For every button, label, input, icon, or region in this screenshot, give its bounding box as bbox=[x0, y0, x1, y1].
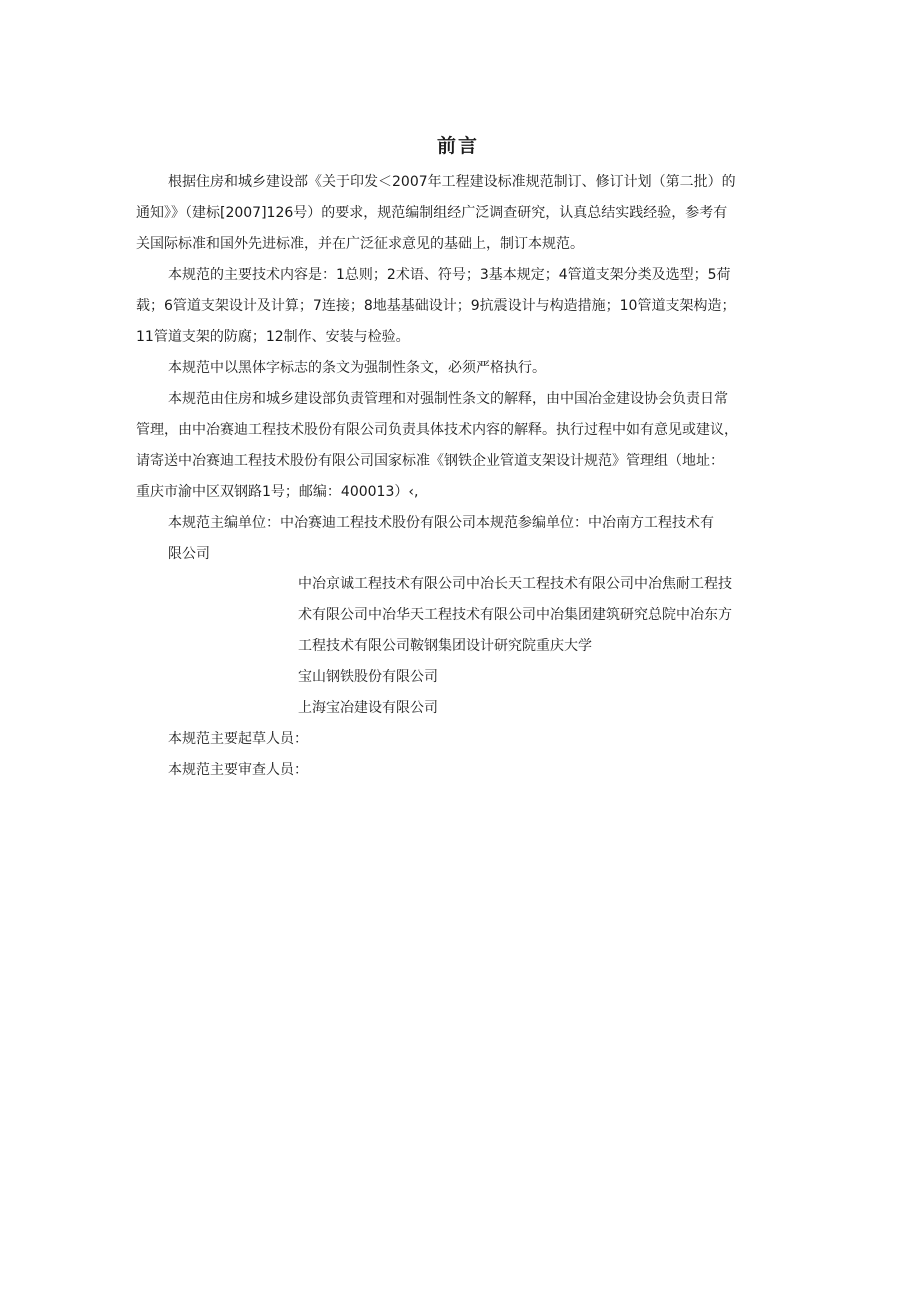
chief-editor-line-2: 限公司 bbox=[168, 546, 210, 562]
paragraph-2-line-3: 11管道支架的防腐；12制作、安装与检验。 bbox=[136, 329, 410, 345]
paragraph-4-line-2: 管理，由中冶赛迪工程技术股份有限公司负责具体技术内容的解释。执行过程中如有意见或建议， bbox=[136, 422, 738, 438]
chief-editor-line: 本规范主编单位：中冶赛迪工程技术股份有限公司本规范参编单位：中冶南方工程技术有 bbox=[168, 515, 714, 531]
paragraph-2-line-1: 本规范的主要技术内容是：1总则；2术语、符号；3基本规定；4管道支架分类及选型；5荷 bbox=[168, 267, 731, 283]
paragraph-1-line-2: 通知》》（建标[2007]126号）的要求，规范编制组经广泛调查研究，认真总结实践经验，参考有 bbox=[136, 205, 728, 221]
paragraph-1-line-3: 关国际标准和国外先进标准，并在广泛征求意见的基础上，制订本规范。 bbox=[136, 236, 584, 252]
paragraph-1-line-1: 根据住房和城乡建设部《关于印发＜2007年工程建设标准规范制订、修订计划（第二批）的 bbox=[168, 174, 736, 190]
paragraph-2-line-2: 载；6管道支架设计及计算；7连接；8地基基础设计；9抗震设计与构造措施；10管道支架构造； bbox=[136, 298, 736, 314]
page-title: 前言 bbox=[436, 135, 479, 157]
drafters-label: 本规范主要起草人员： bbox=[168, 731, 308, 747]
paragraph-3-line-1: 本规范中以黑体字标志的条文为强制性条文，必须严格执行。 bbox=[168, 360, 546, 376]
participating-units-line-4: 宝山钢铁股份有限公司 bbox=[298, 669, 438, 685]
participating-units-line-3: 工程技术有限公司鞍钢集团设计研究院重庆大学 bbox=[298, 638, 592, 654]
participating-units-line-1: 中冶京诚工程技术有限公司中冶长天工程技术有限公司中冶焦耐工程技 bbox=[298, 576, 732, 592]
paragraph-4-line-1: 本规范由住房和城乡建设部负责管理和对强制性条文的解释，由中国冶金建设协会负责日常 bbox=[168, 391, 728, 407]
paragraph-4-line-3: 请寄送中冶赛迪工程技术股份有限公司国家标准《钢铁企业管道支架设计规范》管理组（地址： bbox=[136, 453, 724, 469]
participating-units-line-5: 上海宝冶建设有限公司 bbox=[298, 700, 438, 716]
participating-units-line-2: 术有限公司中冶华天工程技术有限公司中冶集团建筑研究总院中冶东方 bbox=[298, 607, 732, 623]
reviewers-label: 本规范主要审查人员： bbox=[168, 762, 308, 778]
paragraph-4-line-4: 重庆市渝中区双钢路1号；邮编：400013）‹, bbox=[136, 484, 419, 500]
